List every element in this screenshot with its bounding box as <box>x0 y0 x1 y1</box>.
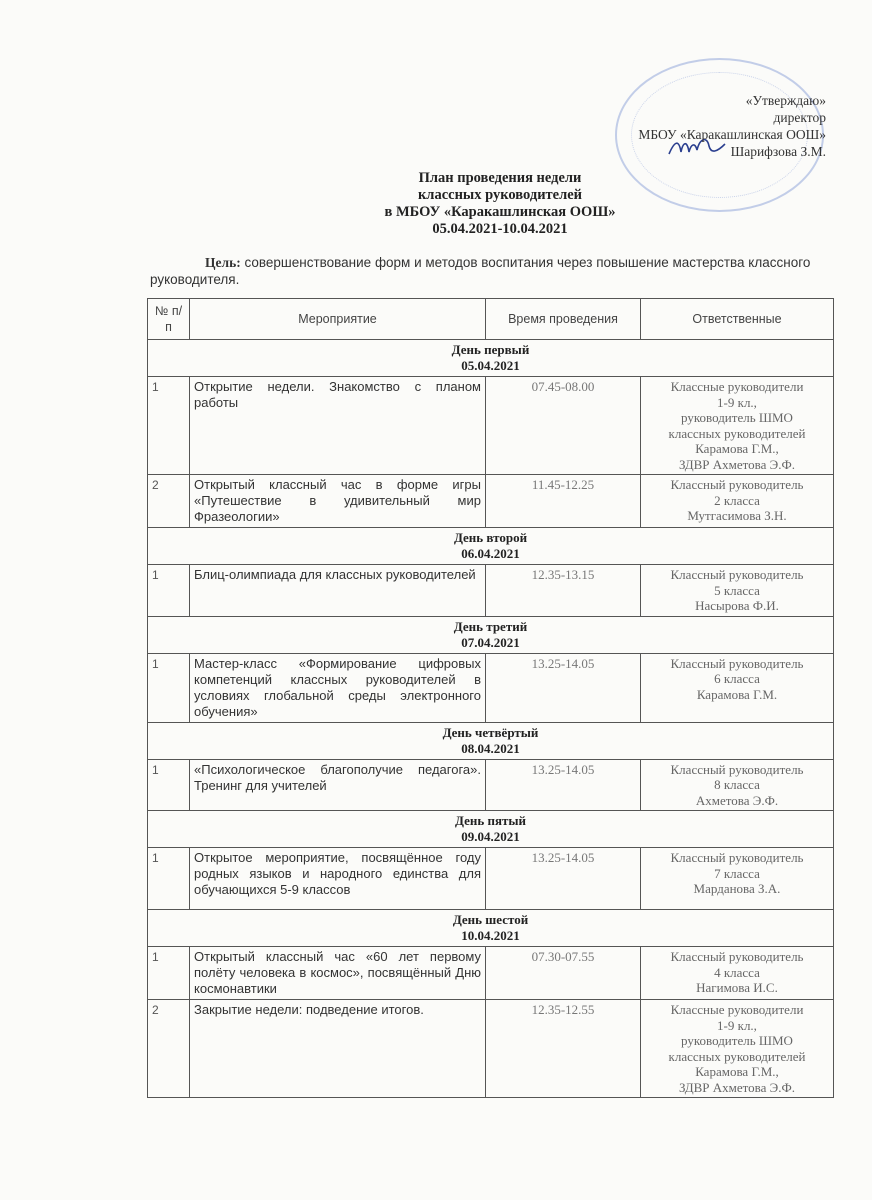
time-cell: 07.30-07.55 <box>486 947 641 1000</box>
day-header <box>148 910 834 947</box>
responsible-line: 7 класса <box>714 865 760 881</box>
day-row <box>148 340 834 377</box>
responsible-line: 6 класса <box>714 671 760 686</box>
responsible-cell <box>641 947 834 1000</box>
table-row <box>148 565 834 617</box>
day-row <box>148 910 834 947</box>
responsible-line: Карамова Г.М. <box>696 686 778 702</box>
goal-paragraph <box>150 254 830 288</box>
table-row <box>148 653 834 722</box>
approval-line-1: «Утверждаю» <box>745 93 826 108</box>
responsible-line: 5 класса <box>714 582 760 598</box>
responsible-line: Мутгасимова З.Н. <box>687 508 787 523</box>
responsible-line: классных руководителей <box>668 425 806 441</box>
responsible-line: 2 класса <box>714 492 760 508</box>
header-num: № п/п <box>148 299 190 340</box>
day-row <box>148 722 834 759</box>
day-name: День пятый <box>454 813 527 828</box>
day-name: День четвёртый <box>442 724 539 740</box>
approval-line-4: Шарифзова З.М. <box>730 144 826 159</box>
time-cell: 07.45-08.00 <box>486 377 641 475</box>
responsible-line: 1-9 кл., <box>717 1017 757 1033</box>
table-row <box>148 377 834 475</box>
plan-table <box>147 298 834 1098</box>
responsible-line: 4 класса <box>714 964 760 980</box>
day-date: 09.04.2021 <box>461 829 520 844</box>
row-number: 1 <box>148 947 190 1000</box>
day-row <box>148 616 834 653</box>
event-cell: «Психологическое благополучие педагога». Тренинг для учителей <box>190 759 486 811</box>
goal-label: Цель: <box>205 255 241 270</box>
responsible-line: 8 класса <box>714 777 760 792</box>
row-number: 1 <box>148 377 190 475</box>
responsible-line: руководитель ШМО <box>681 1033 793 1048</box>
time-cell: 13.25-14.05 <box>486 653 641 722</box>
responsible-cell <box>641 377 834 475</box>
event-cell: Мастер-класс «Формирование цифровых компетенций классных руководителей в условиях глобальной среды электронного обучения» <box>190 653 486 722</box>
approval-block <box>638 92 826 160</box>
day-name: День третий <box>453 618 528 634</box>
responsible-cell <box>641 475 834 528</box>
time-cell: 13.25-14.05 <box>486 759 641 811</box>
table-header-row <box>148 299 834 340</box>
responsible-line: Классные руководители <box>670 1002 804 1017</box>
row-number: 2 <box>148 1000 190 1098</box>
day-name: День второй <box>453 530 528 545</box>
day-row <box>148 811 834 848</box>
header-responsible: Ответственные <box>641 299 834 340</box>
responsible-cell <box>641 759 834 811</box>
responsible-line: Классный руководитель <box>670 949 804 964</box>
title-line-3: в МБОУ «Каракашлинская ООШ» <box>384 204 616 220</box>
row-number: 1 <box>148 565 190 617</box>
day-date: 08.04.2021 <box>461 740 520 756</box>
approval-line-3: МБОУ «Каракашлинская ООШ» <box>638 127 826 142</box>
day-date: 05.04.2021 <box>461 358 520 373</box>
row-number: 1 <box>148 653 190 722</box>
day-row <box>148 528 834 565</box>
day-name: День шестой <box>452 912 529 927</box>
title-line-1: План проведения недели <box>418 170 582 186</box>
day-header <box>148 616 834 653</box>
approval-line-2: директор <box>773 110 826 125</box>
responsible-line: ЗДВР Ахметова Э.Ф. <box>679 1079 795 1095</box>
title-line-2: классных руководителей <box>417 187 583 203</box>
event-cell: Открытый классный час «60 лет первому полёту человека в космос», посвящённый Дню космонавтики <box>190 947 486 1000</box>
event-cell: Открытое мероприятие, посвящённое году родных языков и народного единства для обучающихся 5-9 классов <box>190 848 486 910</box>
row-number: 1 <box>148 848 190 910</box>
table-row <box>148 759 834 811</box>
event-cell: Открытие недели. Знакомство с планом работы <box>190 377 486 475</box>
header-time: Время проведения <box>486 299 641 340</box>
day-name: День первый <box>451 342 530 357</box>
responsible-line: Ахметова Э.Ф. <box>695 792 779 808</box>
responsible-line: руководитель ШМО <box>681 410 793 425</box>
table-row <box>148 848 834 910</box>
time-cell: 12.35-13.15 <box>486 565 641 617</box>
time-cell: 11.45-12.25 <box>486 475 641 528</box>
day-header <box>148 340 834 377</box>
title-dates: 05.04.2021-10.04.2021 <box>432 221 568 237</box>
row-number: 2 <box>148 475 190 528</box>
responsible-cell <box>641 565 834 617</box>
table-row <box>148 1000 834 1098</box>
event-cell: Блиц-олимпиада для классных руководителей <box>190 565 486 617</box>
plan-table-body <box>148 340 834 1098</box>
row-number: 1 <box>148 759 190 811</box>
responsible-line: Марданова З.А. <box>693 881 781 896</box>
responsible-line: Насырова Ф.И. <box>695 598 779 613</box>
header-event: Мероприятие <box>190 299 486 340</box>
responsible-cell <box>641 1000 834 1098</box>
responsible-line: ЗДВР Ахметова Э.Ф. <box>679 456 795 472</box>
day-header <box>148 811 834 848</box>
table-row <box>148 475 834 528</box>
responsible-line: Классный руководитель <box>670 567 804 582</box>
time-cell: 13.25-14.05 <box>486 848 641 910</box>
day-date: 06.04.2021 <box>461 546 520 561</box>
time-cell: 12.35-12.55 <box>486 1000 641 1098</box>
document-title <box>300 170 700 238</box>
day-header <box>148 528 834 565</box>
responsible-line: Нагимова И.С. <box>696 980 778 995</box>
responsible-line: классных руководителей <box>668 1048 806 1064</box>
responsible-cell <box>641 653 834 722</box>
responsible-line: Классные руководители <box>670 379 804 394</box>
responsible-line: 1-9 кл., <box>717 394 757 410</box>
day-date: 07.04.2021 <box>461 634 520 650</box>
event-cell: Закрытие недели: подведение итогов. <box>190 1000 486 1098</box>
day-header <box>148 722 834 759</box>
responsible-line: Карамова Г.М., <box>695 1064 779 1079</box>
goal-text: совершенствование форм и методов воспитания через повышение мастерства классного руководителя. <box>150 255 811 287</box>
responsible-line: Классный руководитель <box>670 655 804 671</box>
responsible-line: Классный руководитель <box>670 761 804 777</box>
responsible-line: Карамова Г.М., <box>695 441 779 456</box>
day-date: 10.04.2021 <box>461 928 520 943</box>
responsible-line: Классный руководитель <box>670 850 804 865</box>
responsible-cell <box>641 848 834 910</box>
responsible-line: Классный руководитель <box>670 477 804 492</box>
table-row <box>148 947 834 1000</box>
event-cell: Открытый классный час в форме игры «Путешествие в удивительный мир Фразеологии» <box>190 475 486 528</box>
